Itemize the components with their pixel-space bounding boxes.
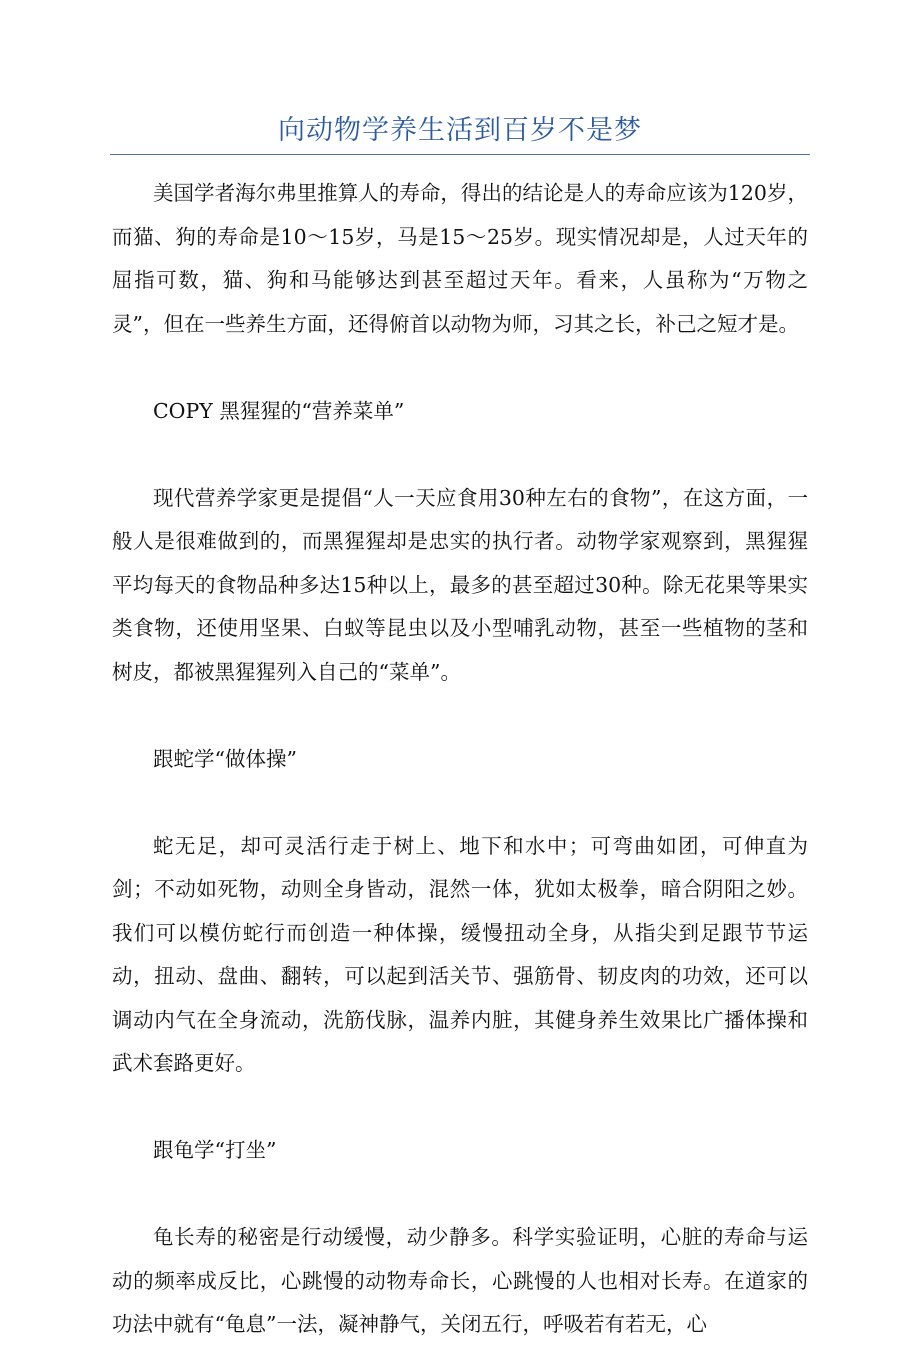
paragraph-snake: 蛇无足，却可灵活行走于树上、地下和水中；可弯曲如团，可伸直为剑；不动如死物，动则全身皆动，混然一体，犹如太极拳，暗合阴阳之妙。我们可以模仿蛇行而创造一种体操，缓慢扭动全身，从指尖到足跟节节运动，扭动、盘曲、翻转，可以起到活关节、强筋骨、韧皮肉的功效，还可以调动内气在全身流动，洗筋伐脉，温养内脏，其健身养生效果比广播体操和武术套路更好。 — [112, 833, 808, 1075]
document-title: 向动物学养生活到百岁不是梦 — [278, 115, 642, 146]
title-underline — [110, 154, 810, 155]
section-heading-turtle: 跟龟学“打坐” — [153, 1138, 277, 1162]
section-heading-snake: 跟蛇学“做体操” — [153, 746, 297, 771]
document-body — [112, 172, 808, 1347]
paragraph-chimpanzee: 现代营养学家更是提倡“人一天应食用30种左右的食物”，在这方面，一般人是很难做到的，而黑猩猩却是忠实的执行者。动物学家观察到，黑猩猩平均每天的食物品种多达15种以上，最多的甚至超过30种。除无花果等果实类食物，还使用坚果、白蚁等昆虫以及小型哺乳动物，甚至一些植物的茎和树皮，都被黑猩猩列入自己的“菜单”。 — [112, 485, 808, 684]
paragraph-turtle: 龟长寿的秘密是行动缓慢，动少静多。科学实验证明，心脏的寿命与运动的频率成反比，心跳慢的动物寿命长，心跳慢的人也相对长寿。在道家的功法中就有“龟息”一法，凝神静气，关闭五行，呼吸若有若无，心 — [112, 1225, 808, 1336]
section-heading-chimpanzee: COPY 黑猩猩的“营养菜单” — [153, 398, 405, 423]
paragraph-intro: 美国学者海尔弗里推算人的寿命，得出的结论是人的寿命应该为120岁，而猫、狗的寿命是10～15岁，马是15～25岁。现实情况却是，人过天年的屈指可数，猫、狗和马能够达到甚至超过天年。看来，人虽称为“万物之灵”，但在一些养生方面，还得俯首以动物为师，习其之长，补己之短才是。 — [112, 181, 808, 336]
